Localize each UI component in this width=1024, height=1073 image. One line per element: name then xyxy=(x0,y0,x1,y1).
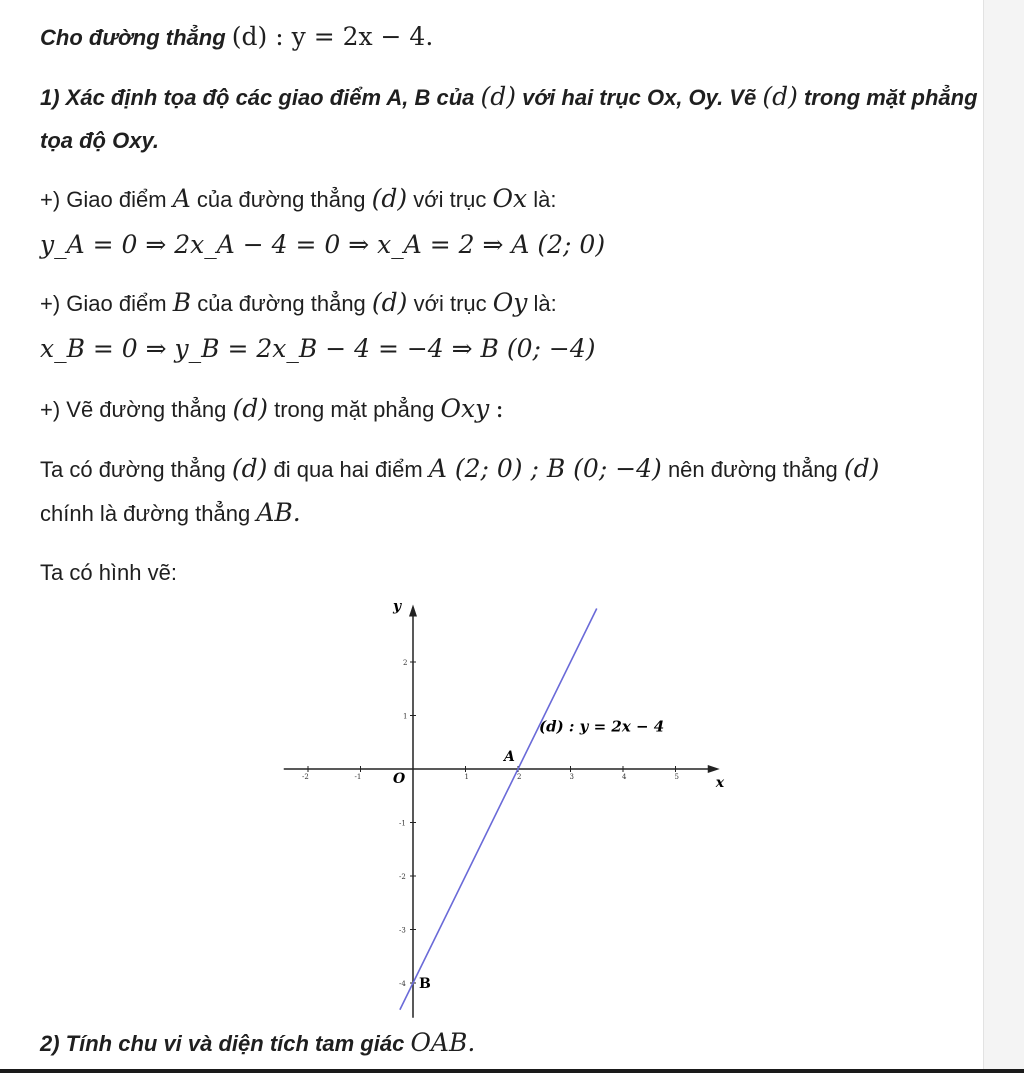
q1-text-3: trong mặt phẳng xyxy=(803,85,978,110)
step-a-t4: là: xyxy=(533,187,557,212)
x-tick-label: 3 xyxy=(569,773,574,781)
y-tick-label: 2 xyxy=(403,659,408,667)
q2-line xyxy=(40,1028,475,1057)
step-a-equation: y_A = 0 ⇒ 2x_A − 4 = 0 ⇒ x_A = 2 ⇒ A (2; 0) xyxy=(40,230,606,259)
step-a-t2: của đường thẳng xyxy=(196,187,366,212)
x-tick-label: 2 xyxy=(517,773,522,781)
step-b-t2: của đường thẳng xyxy=(197,291,366,316)
conclusion-t3: nên đường thẳng xyxy=(667,457,838,482)
intro-text: Cho đường thẳng xyxy=(40,25,226,50)
point-b-label: B xyxy=(419,976,431,992)
y-tick-label: 1 xyxy=(403,712,408,721)
y-tick-label: -2 xyxy=(399,873,406,881)
step-a-point: A xyxy=(172,184,191,213)
step-draw-t3: : xyxy=(495,394,504,423)
conclusion-line2-text: chính là đường thẳng xyxy=(40,501,251,526)
x-tick-label: 1 xyxy=(464,773,469,781)
step-b-t4: là: xyxy=(533,291,557,316)
q2-text: 2) Tính chu vi và diện tích tam giác xyxy=(40,1031,405,1056)
bottom-bar xyxy=(0,1069,1024,1073)
q1-d-1: (d) xyxy=(480,82,517,111)
q1-line-1 xyxy=(40,82,978,111)
x-axis-arrow xyxy=(708,765,720,773)
q2-math: OAB. xyxy=(410,1028,476,1057)
step-draw-plane: Oxy xyxy=(440,394,490,423)
step-b-equation: x_B = 0 ⇒ y_B = 2x_B − 4 = −4 ⇒ B (0; −4) xyxy=(40,334,596,363)
conclusion-points: A (2; 0) ; B (0; −4) xyxy=(428,454,662,483)
line-d-label: (d) : y = 2x − 4 xyxy=(539,717,665,736)
q1-text-2: với hai trục Ox, Oy. Vẽ xyxy=(522,85,757,110)
y-axis-label: y xyxy=(393,598,402,615)
graph-svg xyxy=(286,598,725,1007)
step-b-point: B xyxy=(172,288,192,317)
q1-line-2 xyxy=(40,128,159,154)
y-axis-arrow xyxy=(409,605,417,617)
x-tick-label: 5 xyxy=(674,773,679,781)
y-tick-label: -4 xyxy=(399,980,406,988)
conclusion-line2-math: AB. xyxy=(256,498,301,527)
x-axis-label: x xyxy=(715,775,725,791)
step-a-axis: Ox xyxy=(492,184,528,213)
step-b-line xyxy=(40,288,557,317)
conclusion-t1: Ta có đường thẳng xyxy=(40,457,226,482)
step-a-line xyxy=(40,184,556,213)
x-tick-label: -1 xyxy=(354,773,362,781)
step-draw-d: (d) xyxy=(232,394,268,423)
intro-line xyxy=(40,22,433,51)
x-tick-label: -2 xyxy=(302,773,309,781)
step-a-t1: +) Giao điểm xyxy=(40,187,167,212)
y-tick-label: -1 xyxy=(399,819,406,828)
q1-text-4: tọa độ Oxy. xyxy=(40,128,159,153)
line-d xyxy=(400,609,597,1010)
step-draw-t1: +) Vẽ đường thẳng xyxy=(40,397,227,422)
conclusion-t2: đi qua hai điểm xyxy=(273,457,423,482)
step-b-d: (d) xyxy=(371,288,408,317)
right-margin xyxy=(983,0,1024,1073)
q1-d-2: (d) xyxy=(762,82,798,111)
conclusion-line-2 xyxy=(40,498,301,527)
step-draw-t2: trong mặt phẳng xyxy=(274,397,435,422)
q1-text-1: 1) Xác định tọa độ các giao điểm A, B của xyxy=(40,85,475,110)
conclusion-d2: (d) xyxy=(843,454,880,483)
step-b-t3: với trục xyxy=(413,291,487,316)
step-a-t3: với trục xyxy=(413,187,487,212)
step-a-d: (d) xyxy=(371,184,408,213)
figure-intro: Ta có hình vẽ: xyxy=(40,560,177,585)
step-b-axis: Oy xyxy=(492,288,528,317)
point-a-label: A xyxy=(504,749,515,765)
conclusion-line-1 xyxy=(40,454,879,483)
origin-label: O xyxy=(393,771,406,787)
step-draw-line xyxy=(40,394,504,423)
x-tick-label: 4 xyxy=(622,773,627,781)
y-tick-label: -3 xyxy=(399,926,406,935)
graph-figure xyxy=(286,598,725,1012)
step-b-t1: +) Giao điểm xyxy=(40,291,167,316)
conclusion-d: (d) xyxy=(231,454,268,483)
intro-math: (d) : y = 2x − 4. xyxy=(231,22,434,51)
